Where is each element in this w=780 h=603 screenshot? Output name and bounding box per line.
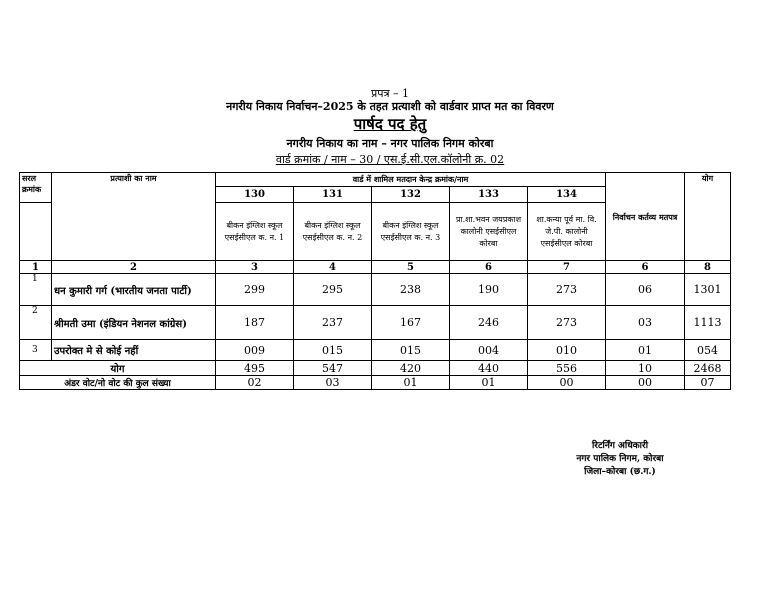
signature-block (560, 440, 680, 479)
center-name: प्रा.शा.भवन जयप्रकाश कालोनी एसईसीएल कोरबा (450, 203, 528, 261)
center-number: 134 (528, 187, 606, 203)
vote-count: 02 (216, 376, 294, 390)
ward-name: वार्ड क्रमांक / नाम – 30 / एस.ई.सी.एल.कॉलोनी क्र. 02 (275, 153, 505, 166)
center-name: बीकन इंग्लिश स्कूल एसईसीएल क. न. 2 (294, 203, 372, 261)
signature-office: नगर पालिक निगम, कोरबा (576, 454, 664, 464)
center-name: शा.कन्या पूर्व मा. वि. जे.पी. कालोनी एसईसीएल कोरबा (528, 203, 606, 261)
vote-count: 273 (528, 274, 606, 306)
officer-votes: 03 (606, 306, 685, 340)
post-title: पार्षद पद हेतु (353, 115, 427, 133)
vote-count: 237 (294, 306, 372, 340)
form-number: प्रपत्र – 1 (370, 87, 410, 100)
header-centers: वार्ड में शामिल मतदान केन्द्र क्रमांक/नाम (216, 173, 606, 187)
column-index: 3 (216, 261, 294, 274)
column-index: 4 (294, 261, 372, 274)
table-row (20, 340, 731, 361)
signature-district: जिला–कोरबा (छ.ग.) (584, 467, 656, 477)
vote-count: 420 (372, 361, 450, 376)
row-total: 1113 (685, 306, 731, 340)
vote-count: 187 (216, 306, 294, 340)
officer-votes: 01 (606, 340, 685, 361)
column-index: 7 (528, 261, 606, 274)
vote-count: 295 (294, 274, 372, 306)
table-row (20, 274, 731, 306)
vote-count: 015 (372, 340, 450, 361)
vote-count: 495 (216, 361, 294, 376)
row-total: 07 (685, 376, 731, 390)
vote-count: 015 (294, 340, 372, 361)
total-row (20, 361, 731, 376)
undervote-row (20, 376, 731, 390)
header-serial: सरल क्रमांक (20, 173, 52, 203)
vote-count: 167 (372, 306, 450, 340)
candidate-name: धन कुमारी गर्ग (भारतीय जनता पार्टी) (52, 274, 216, 306)
serial-number: 2 (20, 306, 52, 340)
center-name: बीकन इंग्लिश स्कूल एसईसीएल क. न. 3 (372, 203, 450, 261)
undervote-label: अंडर वोट/नो वोट की कुल संख्या (20, 376, 216, 390)
row-total: 1301 (685, 274, 731, 306)
vote-count: 190 (450, 274, 528, 306)
vote-count: 556 (528, 361, 606, 376)
row-total: 054 (685, 340, 731, 361)
candidate-name: श्रीमती उमा (इंडियन नेशनल कांग्रेस) (52, 306, 216, 340)
body-name: नगरीय निकाय का नाम – नगर पालिक निगम कोरबा (286, 137, 494, 150)
blank-cell (20, 203, 52, 261)
column-index: 6 (606, 261, 685, 274)
vote-count: 03 (294, 376, 372, 390)
officer-votes: 06 (606, 274, 685, 306)
center-name: बीकन इंग्लिश स्कूल एसईसीएल क. न. 1 (216, 203, 294, 261)
column-index: 1 (20, 261, 52, 274)
vote-count: 547 (294, 361, 372, 376)
signature-title: रिटर्निंग अधिकारी (591, 441, 649, 451)
table-row (20, 306, 731, 340)
vote-count: 00 (528, 376, 606, 390)
vote-count: 273 (528, 306, 606, 340)
center-number: 130 (216, 187, 294, 203)
officer-votes: 00 (606, 376, 685, 390)
header-total: योग (685, 173, 731, 261)
column-index: 2 (52, 261, 216, 274)
vote-count: 246 (450, 306, 528, 340)
column-index: 6 (450, 261, 528, 274)
vote-count: 010 (528, 340, 606, 361)
officer-votes: 10 (606, 361, 685, 376)
results-table (19, 172, 731, 390)
center-number: 132 (372, 187, 450, 203)
column-index: 5 (372, 261, 450, 274)
header-candidate: प्रत्याशी का नाम (52, 173, 216, 261)
center-number: 131 (294, 187, 372, 203)
vote-count: 004 (450, 340, 528, 361)
vote-count: 01 (372, 376, 450, 390)
column-index: 8 (685, 261, 731, 274)
serial-number: 1 (20, 274, 52, 306)
document-subtitle: नगरीय निकाय निर्वाचन–2025 के तहत प्रत्याशी को वार्डवार प्राप्त मत का विवरण (226, 100, 554, 113)
vote-count: 009 (216, 340, 294, 361)
serial-number: 3 (20, 340, 52, 361)
row-total: 2468 (685, 361, 731, 376)
total-label: योग (20, 361, 216, 376)
header-officer: निर्वाचन कर्तव्य मतपत्र (606, 173, 685, 261)
candidate-name: उपरोक्त मे से कोई नहीं (52, 340, 216, 361)
vote-count: 440 (450, 361, 528, 376)
vote-count: 238 (372, 274, 450, 306)
center-number: 133 (450, 187, 528, 203)
vote-count: 299 (216, 274, 294, 306)
vote-count: 01 (450, 376, 528, 390)
